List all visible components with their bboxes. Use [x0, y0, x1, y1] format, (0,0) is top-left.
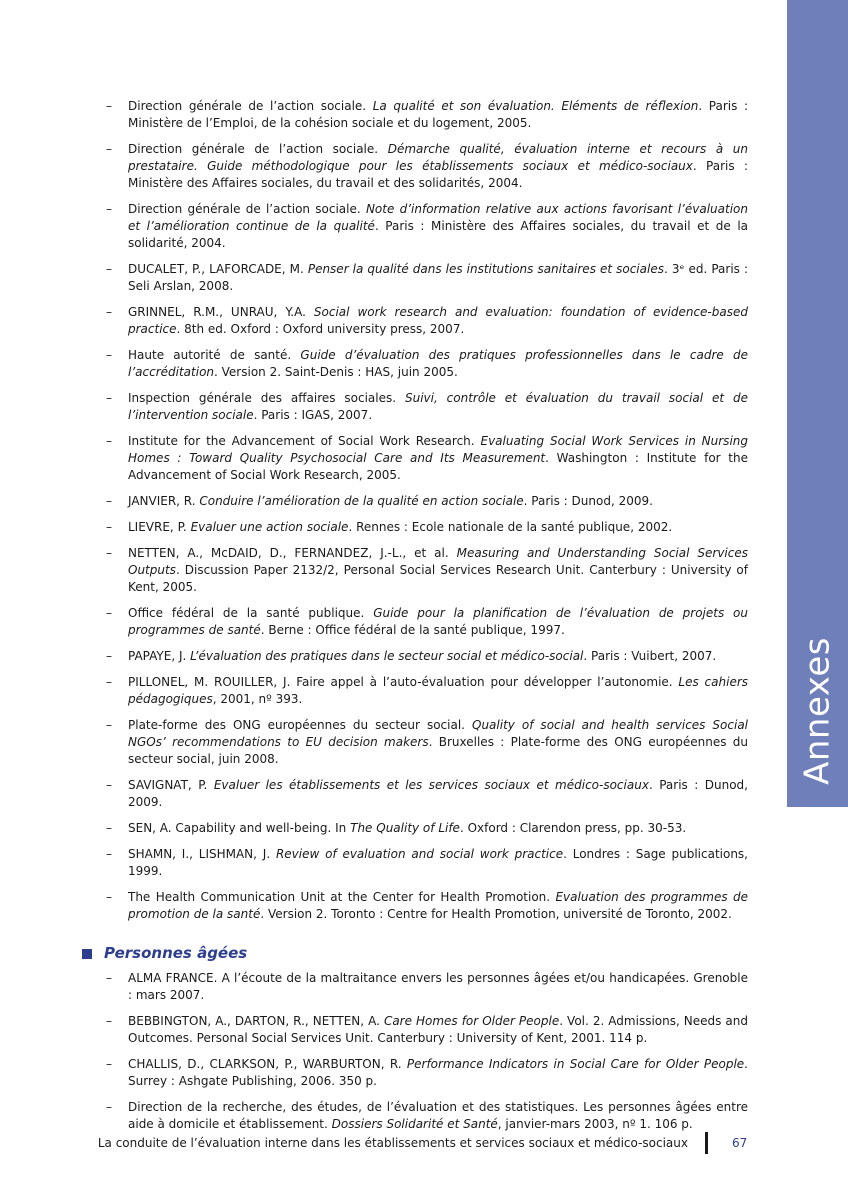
reference-item — [82, 970, 748, 1004]
reference-title: Review of evaluation and social work practice — [275, 847, 564, 861]
reference-pre: Office fédéral de la santé publique. — [128, 606, 374, 620]
square-bullet-icon — [82, 949, 92, 959]
reference-post: . Paris : Dunod, 2009. — [128, 778, 748, 809]
reference-title: La qualité et son évaluation. Eléments de réflexion — [372, 99, 699, 113]
footer-divider — [705, 1132, 708, 1154]
reference-item — [82, 304, 748, 338]
reference-post: . Berne : Office fédéral de la santé publique, 1997. — [260, 623, 565, 637]
reference-pre: DUCALET, P., LAFORCADE, M. — [128, 262, 308, 276]
reference-title: Social work research and evaluation: foundation of evidence-based practice — [128, 305, 748, 336]
reference-pre: ALMA FRANCE. A l’écoute de la maltraitance envers les personnes âgées et/ou handicapées. Grenoble : mars 2007. — [128, 971, 748, 1002]
reference-title: Evaluer une action sociale — [190, 520, 349, 534]
reference-title: Evaluating Social Work Services in Nursing Homes : Toward Quality Psychosocial Care and Its Measurement — [128, 434, 748, 465]
reference-post: . Paris : Ministère des Affaires sociales, du travail et des solidarités, 2004. — [128, 159, 748, 190]
page-number: 67 — [732, 1136, 748, 1150]
reference-item — [82, 261, 748, 295]
reference-item — [82, 846, 748, 880]
reference-title: Performance Indicators in Social Care for Older People — [406, 1057, 745, 1071]
reference-item — [82, 347, 748, 381]
reference-pre: GRINNEL, R.M., UNRAU, Y.A. — [128, 305, 314, 319]
reference-item — [82, 1013, 748, 1047]
reference-pre: Haute autorité de santé. — [128, 348, 301, 362]
reference-item — [82, 493, 748, 510]
reference-post: . Paris : IGAS, 2007. — [253, 408, 373, 422]
reference-pre: SHAMN, I., LISHMAN, J. — [128, 847, 276, 861]
reference-title: Note d’information relative aux actions favorisant l’évaluation et l’amélioration continue de la qualité — [128, 202, 748, 233]
reference-post: . Version 2. Toronto : Centre for Health Promotion, université de Toronto, 2002. — [260, 907, 732, 921]
reference-pre: Direction générale de l’action sociale. — [128, 99, 373, 113]
reference-pre: SEN, A. Capability and well-being. In — [128, 821, 351, 835]
reference-pre: The Health Communication Unit at the Center for Health Promotion. — [128, 890, 556, 904]
reference-post: . Londres : Sage publications, 1999. — [128, 847, 748, 878]
reference-item — [82, 605, 748, 639]
page-footer — [0, 1132, 848, 1156]
reference-pre: Plate-forme des ONG européennes du secteur social. — [128, 718, 472, 732]
reference-post: , janvier-mars 2003, nº 1. 106 p. — [497, 1117, 693, 1131]
reference-list-general — [82, 98, 748, 923]
page-content — [82, 98, 748, 1142]
section-heading — [82, 945, 748, 962]
reference-item — [82, 889, 748, 923]
reference-title: Measuring and Understanding Social Services Outputs — [128, 546, 748, 577]
reference-title: Care Homes for Older People — [383, 1014, 560, 1028]
reference-item — [82, 433, 748, 484]
reference-post: . Washington : Institute for the Advancement of Social Work Research, 2005. — [128, 451, 748, 482]
reference-post: . Oxford : Clarendon press, pp. 30-53. — [459, 821, 687, 835]
reference-pre: Direction de la recherche, des études, de l’évaluation et des statistiques. Les personnes âgées entre aide à domicile et établissement. — [128, 1100, 748, 1131]
reference-title: Guide d’évaluation des pratiques professionnelles dans le cadre de l’accréditation — [128, 348, 748, 379]
section-title: Personnes âgées — [104, 944, 248, 962]
reference-pre: SAVIGNAT, P. — [128, 778, 214, 792]
reference-pre: PILLONEL, M. ROUILLER, J. Faire appel à l’auto-évaluation pour développer l’autonomie. — [128, 675, 679, 689]
reference-title: Evaluation des programmes de promotion de la santé — [128, 890, 748, 921]
footer-title: La conduite de l’évaluation interne dans les établissements et services sociaux et médico-sociaux — [97, 1136, 688, 1150]
reference-title: L’évaluation des pratiques dans le secteur social et médico-social — [190, 649, 584, 663]
reference-post: . Paris : Ministère de l’Emploi, de la cohésion sociale et du logement, 2005. — [128, 99, 748, 130]
reference-title: Démarche qualité, évaluation interne et recours à un prestataire. Guide méthodologique pour les établissements sociaux et médico-sociaux — [128, 142, 748, 173]
reference-post: . Rennes : Ecole nationale de la santé publique, 2002. — [348, 520, 673, 534]
reference-item — [82, 820, 748, 837]
reference-post: . 3ᵉ ed. Paris : Seli Arslan, 2008. — [128, 262, 748, 293]
reference-post: . 8th ed. Oxford : Oxford university press, 2007. — [176, 322, 465, 336]
reference-title: Guide pour la planification de l’évaluation de projets ou programmes de santé — [128, 606, 749, 637]
reference-item — [82, 717, 748, 768]
reference-title: The Quality of Life — [350, 821, 460, 835]
reference-item — [82, 648, 748, 665]
reference-title: Penser la qualité dans les institutions sanitaires et sociales — [307, 262, 664, 276]
reference-title: Conduire l’amélioration de la qualité en action sociale — [199, 494, 524, 508]
reference-item — [82, 1056, 748, 1090]
reference-item — [82, 98, 748, 132]
reference-pre: Direction générale de l’action sociale. — [128, 142, 388, 156]
side-tab-label: Annexes — [797, 637, 838, 785]
reference-pre: Direction générale de l’action sociale. — [128, 202, 366, 216]
reference-list-elderly — [82, 970, 748, 1133]
reference-pre: JANVIER, R. — [128, 494, 200, 508]
reference-post: . Discussion Paper 2132/2, Personal Social Services Research Unit. Canterbury : University of Kent, 2005. — [128, 563, 748, 594]
reference-title: Quality of social and health services Social NGOs’ recommendations to EU decision makers — [128, 718, 749, 749]
reference-pre: Institute for the Advancement of Social Work Research. — [128, 434, 481, 448]
reference-post: . Surrey : Ashgate Publishing, 2006. 350 p. — [128, 1057, 748, 1088]
reference-pre: CHALLIS, D., CLARKSON, P., WARBURTON, R. — [128, 1057, 407, 1071]
reference-item — [82, 777, 748, 811]
reference-item — [82, 545, 748, 596]
reference-item — [82, 141, 748, 192]
reference-item — [82, 674, 748, 708]
reference-pre: LIEVRE, P. — [128, 520, 191, 534]
reference-title: Suivi, contrôle et évaluation du travail social et de l’intervention sociale — [128, 391, 748, 422]
reference-pre: PAPAYE, J. — [128, 649, 191, 663]
reference-pre: NETTEN, A., McDAID, D., FERNANDEZ, J.-L., et al. — [128, 546, 457, 560]
side-tab — [787, 0, 848, 807]
reference-title: Dossiers Solidarité et Santé — [331, 1117, 498, 1131]
reference-item — [82, 390, 748, 424]
reference-pre: Inspection générale des affaires sociales. — [128, 391, 405, 405]
reference-item — [82, 201, 748, 252]
reference-post: , 2001, nº 393. — [212, 692, 303, 706]
reference-post: . Paris : Vuibert, 2007. — [583, 649, 717, 663]
reference-pre: BEBBINGTON, A., DARTON, R., NETTEN, A. — [128, 1014, 384, 1028]
reference-post: . Bruxelles : Plate-forme des ONG européennes du secteur social, juin 2008. — [128, 735, 748, 766]
reference-post: . Version 2. Saint-Denis : HAS, juin 2005. — [214, 365, 458, 379]
reference-title: Les cahiers pédagogiques — [128, 675, 749, 706]
reference-item — [82, 519, 748, 536]
reference-post: . Paris : Ministère des Affaires sociales, du travail et de la solidarité, 2004. — [128, 219, 749, 250]
reference-post: . Vol. 2. Admissions, Needs and Outcomes. Personal Social Services Unit. Canterbury : University of Kent, 2001. 114 p. — [128, 1014, 749, 1045]
reference-item — [82, 1099, 748, 1133]
reference-post: . Paris : Dunod, 2009. — [523, 494, 653, 508]
reference-title: Evaluer les établissements et les services sociaux et médico-sociaux — [213, 778, 649, 792]
